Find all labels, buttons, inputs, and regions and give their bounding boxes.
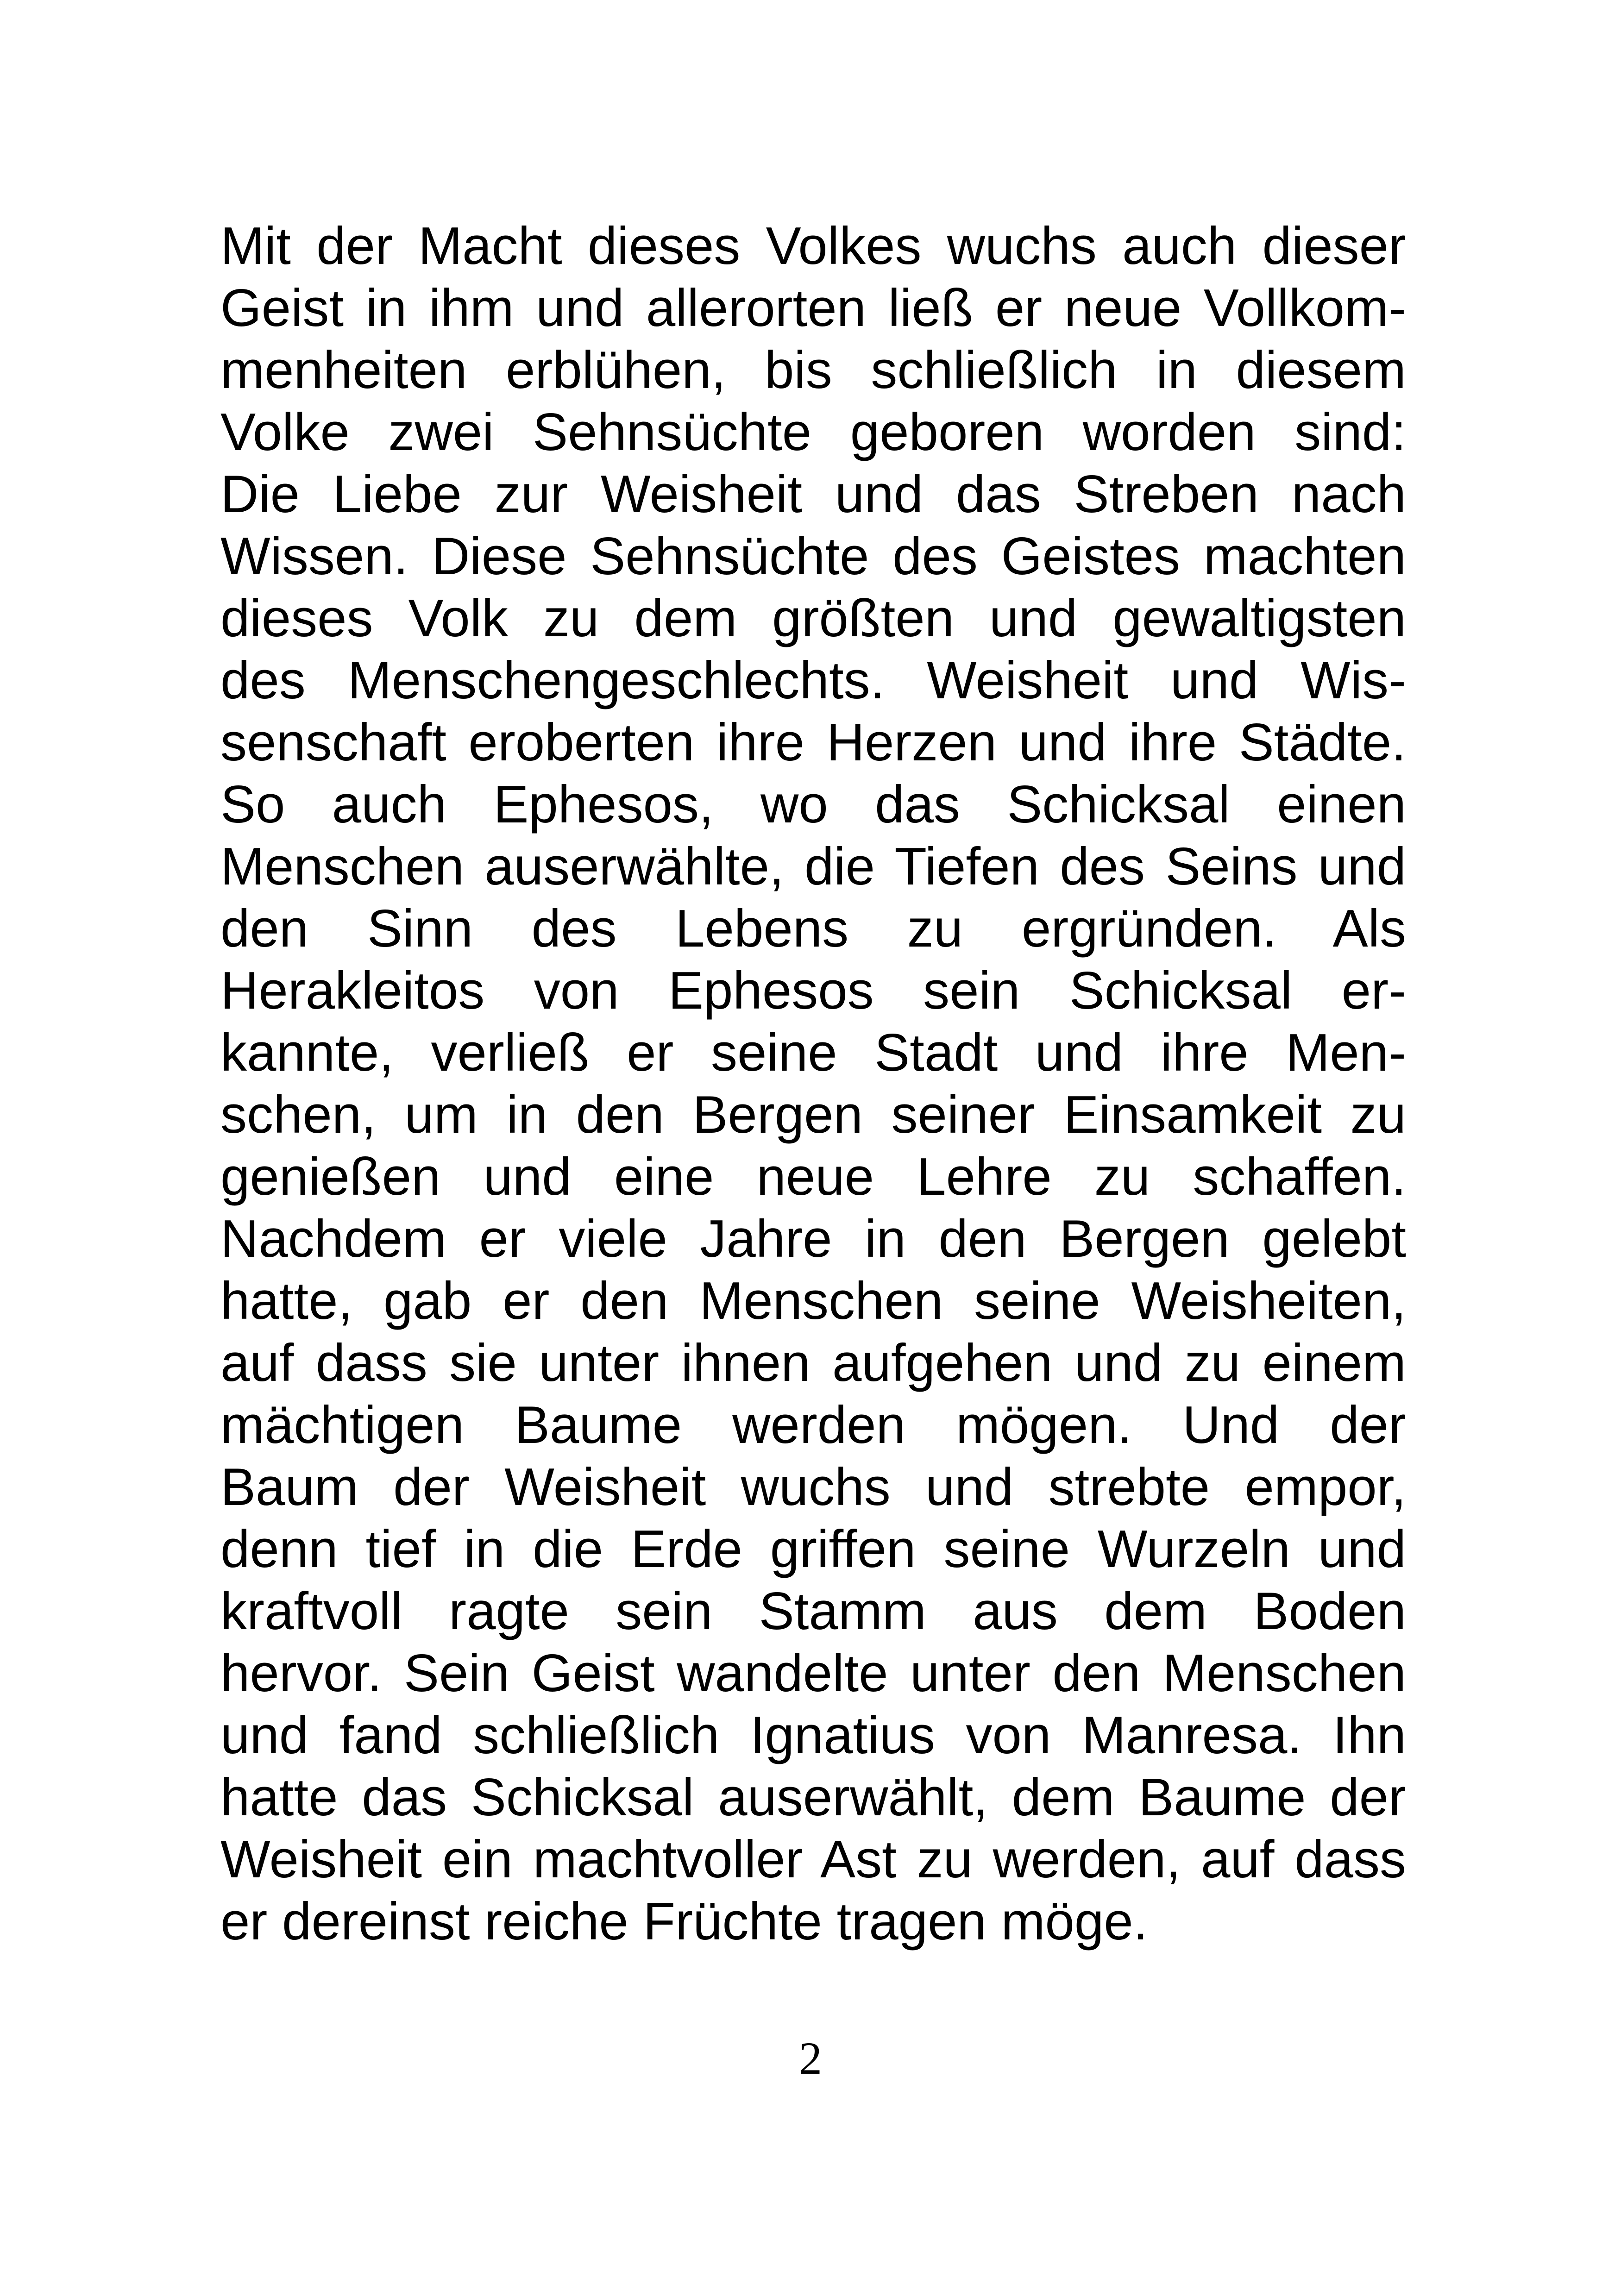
text-line: dieses Volk zu dem größten und gewaltigsten	[220, 589, 1406, 648]
text-line: kraftvoll ragte sein Stamm aus dem Boden	[220, 1582, 1406, 1641]
text-line: Baum der Weisheit wuchs und strebte empor,	[220, 1458, 1406, 1517]
text-line: auf dass sie unter ihnen aufgehen und zu einem	[220, 1334, 1406, 1393]
text-line: Die Liebe zur Weisheit und das Streben nach	[220, 465, 1406, 524]
text-line: kannte, verließ er seine Stadt und ihre Men-	[220, 1023, 1406, 1082]
text-line: genießen und eine neue Lehre zu schaffen.	[220, 1148, 1406, 1206]
text-line: Weisheit ein machtvoller Ast zu werden, auf dass	[220, 1830, 1406, 1889]
text-line: hatte, gab er den Menschen seine Weisheiten,	[220, 1272, 1406, 1330]
text-line: Volke zwei Sehnsüchte geboren worden sind:	[220, 403, 1406, 462]
text-line: hatte das Schicksal auserwählt, dem Baume der	[220, 1768, 1406, 1827]
text-line: So auch Ephesos, wo das Schicksal einen	[220, 775, 1406, 834]
text-line: des Menschengeschlechts. Weisheit und Wis-	[220, 651, 1406, 710]
text-line: und fand schließlich Ignatius von Manresa. Ihn	[220, 1706, 1406, 1765]
text-line: Geist in ihm und allerorten ließ er neue Vollkom-	[220, 279, 1406, 338]
body-paragraph	[220, 215, 1406, 1953]
text-line: senschaft eroberten ihre Herzen und ihre Städte.	[220, 713, 1406, 772]
text-line: denn tief in die Erde griffen seine Wurzeln und	[220, 1520, 1406, 1579]
text-line: schen, um in den Bergen seiner Einsamkeit zu	[220, 1085, 1406, 1144]
text-line: hervor. Sein Geist wandelte unter den Menschen	[220, 1644, 1406, 1703]
text-line: er dereinst reiche Früchte tragen möge.	[220, 1892, 1148, 1951]
text-line: Nachdem er viele Jahre in den Bergen gelebt	[220, 1210, 1406, 1268]
text-line: den Sinn des Lebens zu ergründen. Als	[220, 899, 1406, 958]
text-line: mächtigen Baume werden mögen. Und der	[220, 1396, 1406, 1455]
text-line: Menschen auserwählte, die Tiefen des Seins und	[220, 837, 1406, 896]
page-number: 2	[799, 2033, 822, 2084]
text-line: Herakleitos von Ephesos sein Schicksal er-	[220, 961, 1406, 1020]
text-line: Wissen. Diese Sehnsüchte des Geistes machten	[220, 527, 1406, 586]
text-line: Mit der Macht dieses Volkes wuchs auch dieser	[220, 217, 1406, 276]
text-line: menheiten erblühen, bis schließlich in diesem	[220, 341, 1406, 400]
